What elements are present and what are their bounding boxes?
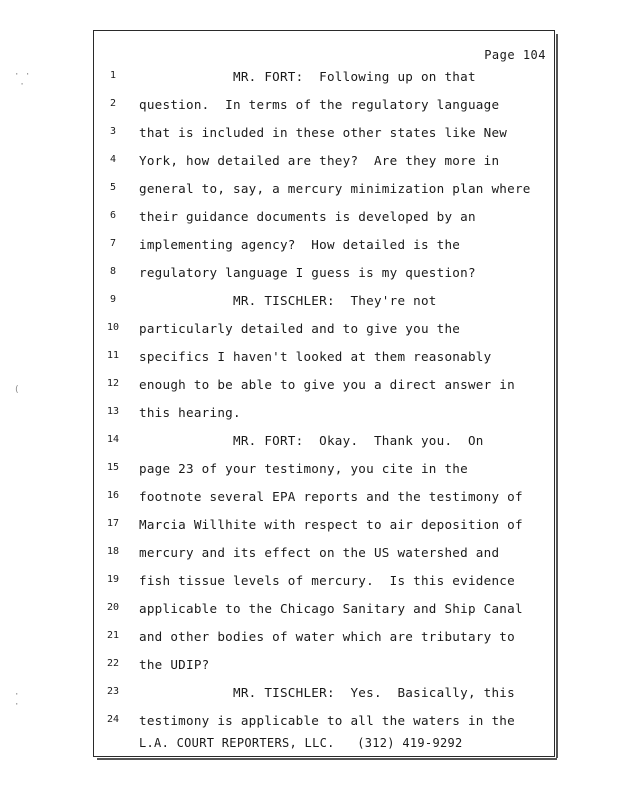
line-number: 2 — [109, 98, 117, 109]
transcript-line: MR. FORT: Following up on that — [139, 69, 476, 84]
line-number: 24 — [106, 714, 120, 725]
transcript-line: question. In terms of the regulatory language — [139, 97, 500, 112]
transcript-line: the UDIP? — [139, 657, 210, 672]
line-number: 10 — [106, 322, 120, 333]
punch-hole-mark-middle: ( — [14, 385, 20, 395]
line-number: 9 — [109, 294, 117, 305]
punch-hole-mark-bottom: · · — [14, 690, 20, 710]
line-number: 8 — [109, 266, 117, 277]
transcript-line: MR. TISCHLER: They're not — [139, 293, 437, 308]
line-number: 13 — [106, 406, 120, 417]
line-number: 14 — [106, 434, 120, 445]
line-number: 1 — [109, 70, 117, 81]
line-number: 6 — [109, 210, 117, 221]
transcript-line: and other bodies of water which are tributary to — [139, 629, 515, 644]
line-number: 11 — [106, 350, 120, 361]
transcript-line: MR. TISCHLER: Yes. Basically, this — [139, 685, 515, 700]
transcript-line: fish tissue levels of mercury. Is this evidence — [139, 573, 515, 588]
line-number: 23 — [106, 686, 120, 697]
transcript-line: regulatory language I guess is my question? — [139, 265, 476, 280]
transcript-page — [93, 30, 555, 757]
line-number: 20 — [106, 602, 120, 613]
transcript-line: general to, say, a mercury minimization plan where — [139, 181, 531, 196]
transcript-line: specifics I haven't looked at them reasonably — [139, 349, 492, 364]
transcript-line: York, how detailed are they? Are they more in — [139, 153, 500, 168]
transcript-line: footnote several EPA reports and the testimony of — [139, 489, 523, 504]
punch-hole-mark-top: · · · — [14, 70, 31, 90]
line-number: 19 — [106, 574, 120, 585]
page-number: Page 104 — [484, 48, 546, 62]
transcript-line: particularly detailed and to give you the — [139, 321, 461, 336]
line-number: 16 — [106, 490, 120, 501]
transcript-line: mercury and its effect on the US watershed and — [139, 545, 500, 560]
transcript-line: Marcia Willhite with respect to air deposition of — [139, 517, 523, 532]
transcript-line: this hearing. — [139, 405, 241, 420]
line-number: 18 — [106, 546, 120, 557]
transcript-line: enough to be able to give you a direct answer in — [139, 377, 515, 392]
line-number: 17 — [106, 518, 120, 529]
line-number: 3 — [109, 126, 117, 137]
line-number: 15 — [106, 462, 120, 473]
line-number: 12 — [106, 378, 120, 389]
transcript-line: testimony is applicable to all the waters in the — [139, 713, 515, 728]
transcript-line: that is included in these other states like New — [139, 125, 508, 140]
line-number: 7 — [109, 238, 117, 249]
line-number: 22 — [106, 658, 120, 669]
line-number: 5 — [109, 182, 117, 193]
line-number: 4 — [109, 154, 117, 165]
transcript-line: implementing agency? How detailed is the — [139, 237, 461, 252]
line-number: 21 — [106, 630, 120, 641]
transcript-line: MR. FORT: Okay. Thank you. On — [139, 433, 484, 448]
transcript-line: page 23 of your testimony, you cite in the — [139, 461, 468, 476]
footer-reporter-info: L.A. COURT REPORTERS, LLC. (312) 419-9292 — [139, 736, 463, 750]
transcript-line: applicable to the Chicago Sanitary and Ship Canal — [139, 601, 523, 616]
transcript-line: their guidance documents is developed by an — [139, 209, 476, 224]
